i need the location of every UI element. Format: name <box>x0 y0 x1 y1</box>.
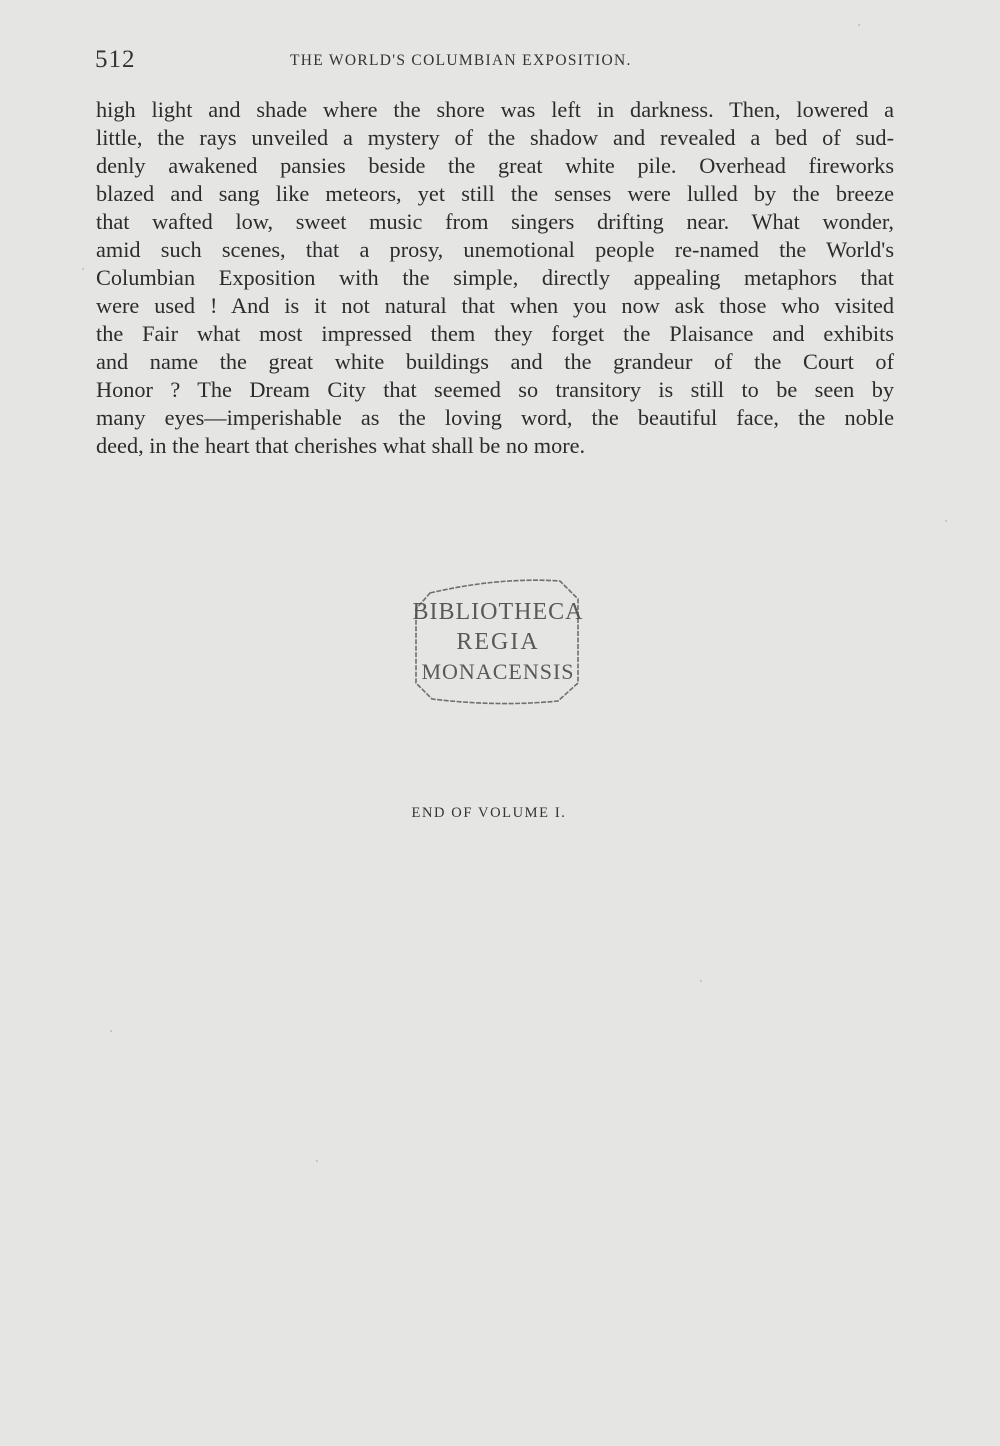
stamp-line-1: BIBLIOTHECA <box>412 599 584 625</box>
text-line: many eyes—imperishable as the loving word, the beautiful face, the noble <box>96 405 894 430</box>
end-of-volume-note: END OF VOLUME I. <box>411 805 567 821</box>
library-stamp <box>408 575 588 707</box>
stamp-line-3: MONACENSIS <box>421 659 575 684</box>
text-line: that wafted low, sweet music from singers drifting near. What wonder, <box>96 209 894 234</box>
paper-speck <box>700 980 702 982</box>
text-line: the Fair what most impressed them they forget the Plaisance and exhibits <box>96 321 894 346</box>
paper-speck <box>82 268 84 270</box>
paper-speck <box>316 1160 318 1162</box>
text-line: Columbian Exposition with the simple, directly appealing metaphors that <box>96 265 894 290</box>
stamp-line-2: REGIA <box>456 629 540 655</box>
paper-speck <box>945 520 947 522</box>
text-line: Honor ? The Dream City that seemed so transitory is still to be seen by <box>96 377 894 402</box>
paper-speck <box>858 24 860 26</box>
running-head: THE WORLD'S COLUMBIAN EXPOSITION. <box>290 52 632 69</box>
text-line: amid such scenes, that a prosy, unemotional people re-named the World's <box>96 237 894 262</box>
body-paragraph <box>96 96 894 460</box>
text-line: deed, in the heart that cherishes what shall be no more. <box>96 433 586 458</box>
text-line: denly awakened pansies beside the great white pile. Overhead fireworks <box>96 153 894 178</box>
stamp-graphic <box>408 575 588 707</box>
text-line: high light and shade where the shore was left in darkness. Then, lowered a <box>96 97 894 122</box>
paper-speck <box>110 1030 112 1032</box>
page-number: 512 <box>95 46 136 73</box>
text-line: little, the rays unveiled a mystery of the shadow and revealed a bed of sud- <box>96 125 894 150</box>
text-line: blazed and sang like meteors, yet still the senses were lulled by the breeze <box>96 181 894 206</box>
text-line: and name the great white buildings and the grandeur of the Court of <box>96 349 894 374</box>
text-line: were used ! And is it not natural that when you now ask those who visited <box>96 293 894 318</box>
